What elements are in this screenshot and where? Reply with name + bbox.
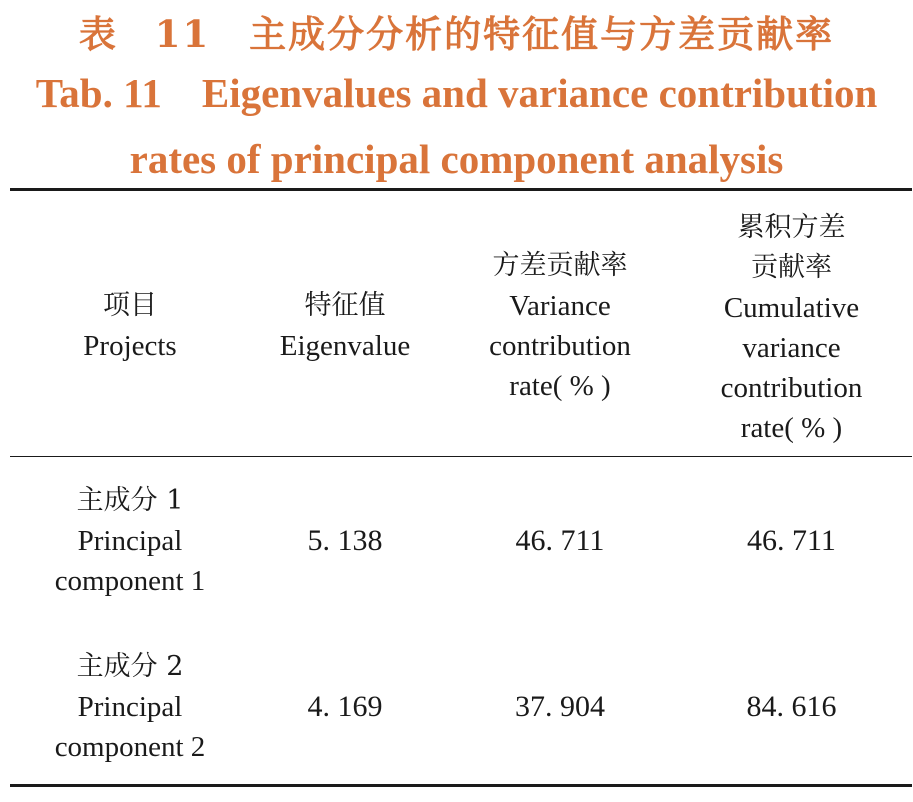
caption-english-text: Eigenvalues and variance contribution: [201, 70, 878, 116]
header-eigenvalue-cn: 特征值: [304, 290, 386, 321]
header-cumulative-rate-cn-2: 贡献率: [751, 252, 832, 283]
row-1-project-cn: 主成分 1: [76, 485, 184, 516]
header-eigenvalue-en: Eigenvalue: [279, 330, 411, 362]
row-2-project-en-2: component 2: [54, 731, 206, 763]
header-eigenvalue: [240, 286, 450, 366]
header-variance-rate-en-2: contribution: [489, 330, 631, 362]
header-variance-rate-en-3: rate( % ): [509, 370, 611, 402]
table-bottom-rule: [10, 784, 912, 787]
row-2-project-en-1: Principal: [77, 691, 183, 723]
header-projects: [20, 286, 240, 366]
table-header-rule: [10, 456, 912, 457]
row-2-project-cn: 主成分 2: [76, 651, 184, 682]
header-variance-rate: [450, 246, 670, 406]
row-1-cumulative-rate: 46. 711: [747, 524, 836, 557]
header-cumulative-rate-en-4: rate( % ): [740, 412, 843, 444]
row-1-variance-rate: 46. 711: [515, 524, 605, 557]
header-cumulative-rate: [670, 208, 913, 448]
header-cumulative-rate-cn-1: 累积方差: [737, 212, 846, 243]
header-variance-rate-en-1: Variance: [509, 290, 611, 322]
table-top-rule: [10, 188, 912, 191]
table-row-2-project: [20, 647, 240, 767]
header-variance-rate-cn: 方差贡献率: [492, 250, 628, 281]
table-row-1-project: [20, 481, 240, 601]
row-2-variance-rate: 37. 904: [515, 690, 605, 723]
row-1-project-en-2: component 1: [54, 565, 206, 597]
header-cumulative-rate-en-1: Cumulative: [723, 292, 860, 324]
caption-chinese: 表 11 主成分分析的特征值与方差贡献率: [78, 12, 835, 56]
header-cumulative-rate-en-2: variance: [742, 332, 841, 364]
header-projects-cn: 项目: [103, 290, 157, 321]
caption-english-line-1: [0, 60, 913, 126]
row-1-project-en-1: Principal: [77, 525, 183, 557]
header-projects-en: Projects: [83, 330, 177, 362]
caption-english-line-2: rates of principal component analysis: [129, 136, 784, 182]
row-2-cumulative-rate: 84. 616: [746, 690, 837, 723]
header-cumulative-rate-en-3: contribution: [720, 372, 863, 404]
row-1-eigenvalue: 5. 138: [307, 524, 383, 557]
row-2-eigenvalue: 4. 169: [307, 690, 383, 723]
table-caption: [0, 8, 913, 192]
caption-table-number: Tab. 11: [35, 70, 162, 116]
